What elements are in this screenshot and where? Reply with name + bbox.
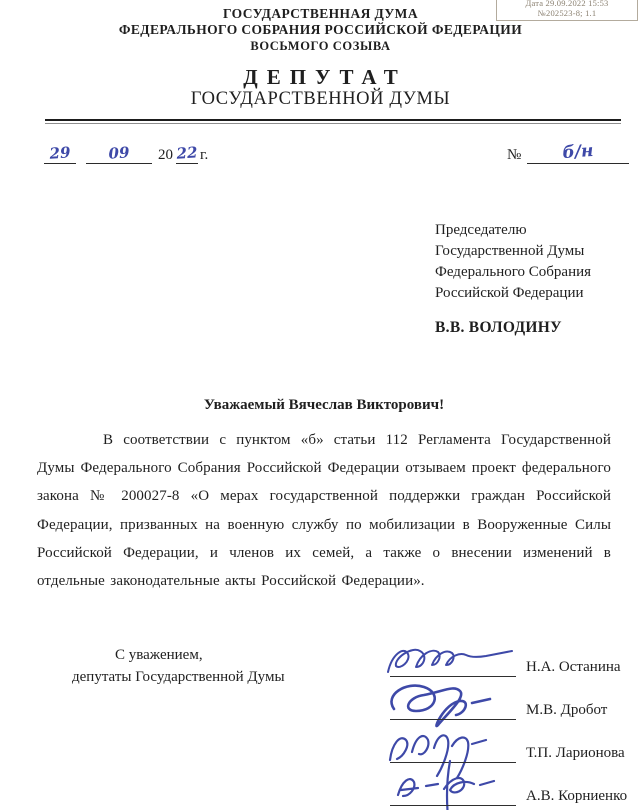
signature-block [388, 642, 640, 810]
handwritten-month: 09 [107, 143, 131, 163]
closing-line1: С уважением, [115, 647, 203, 663]
org-name-line2: ФЕДЕРАЛЬНОГО СОБРАНИЯ РОССИЙСКОЙ ФЕДЕРАЦИИ [118, 22, 523, 37]
body-paragraph: В соответствии с пунктом «б» статьи 112 Регламента Государственной Думы Федерального Собрания Российской Федерации отзываем проект федерального закона № 200027-8 «О мерах государственной поддержки граждан Российской Федерации, призванных на военную службу по мобилизации в Вооруженные Силы Российской Федерации, и членов их семей, а также о внесении изменений в отдельные законодательные акты Российской Федерации». [37, 432, 611, 590]
addressee-line: Председателю [435, 222, 527, 238]
signatory-name: Т.П. Ларионова [526, 745, 625, 761]
handwritten-year: 22 [175, 143, 199, 163]
date-year-field [176, 138, 198, 164]
signatory-name: М.В. Дробот [526, 702, 608, 718]
signatory-name: А.В. Корниенко [526, 788, 628, 804]
signature-line [390, 805, 516, 806]
date-month-field [86, 138, 152, 164]
org-name-line3: ВОСЬМОГО СОЗЫВА [250, 39, 391, 53]
addressee-line: Российской Федерации [435, 285, 584, 301]
letterhead-subtitle: ГОСУДАРСТВЕННОЙ ДУМЫ [190, 89, 451, 109]
addressee-name: В.В. ВОЛОДИНУ [435, 319, 562, 336]
date-year-suffix: г. [200, 147, 209, 163]
org-name-line1: ГОСУДАРСТВЕННАЯ ДУМА [223, 6, 418, 21]
closing-block [72, 644, 285, 688]
handwritten-signature-icon [380, 755, 530, 810]
doc-number-field [527, 138, 629, 164]
signatory-name: Н.А. Останина [526, 659, 621, 675]
date-century-label: 20 [158, 147, 173, 163]
divider-rule [45, 119, 621, 124]
salutation: Уважаемый Вячеслав Викторович! [203, 397, 445, 413]
handwritten-number: б/н [561, 140, 595, 164]
letterhead [0, 6, 641, 110]
date-day-field [44, 138, 76, 164]
handwritten-day: 29 [48, 143, 72, 163]
addressee-line: Федерального Собрания [435, 264, 592, 280]
doc-number-label: № [507, 147, 522, 163]
addressee-line: Государственной Думы [435, 243, 585, 259]
stamp-number: №202523-8; 1.1 [537, 8, 597, 18]
stamp-date: Дата 29.09.2022 15:53 [525, 0, 609, 8]
signature-row [388, 771, 640, 810]
closing-line2: депутаты Государственной Думы [72, 669, 285, 685]
addressee-block [435, 220, 591, 338]
letterhead-title: ДЕПУТАТ [243, 65, 407, 89]
